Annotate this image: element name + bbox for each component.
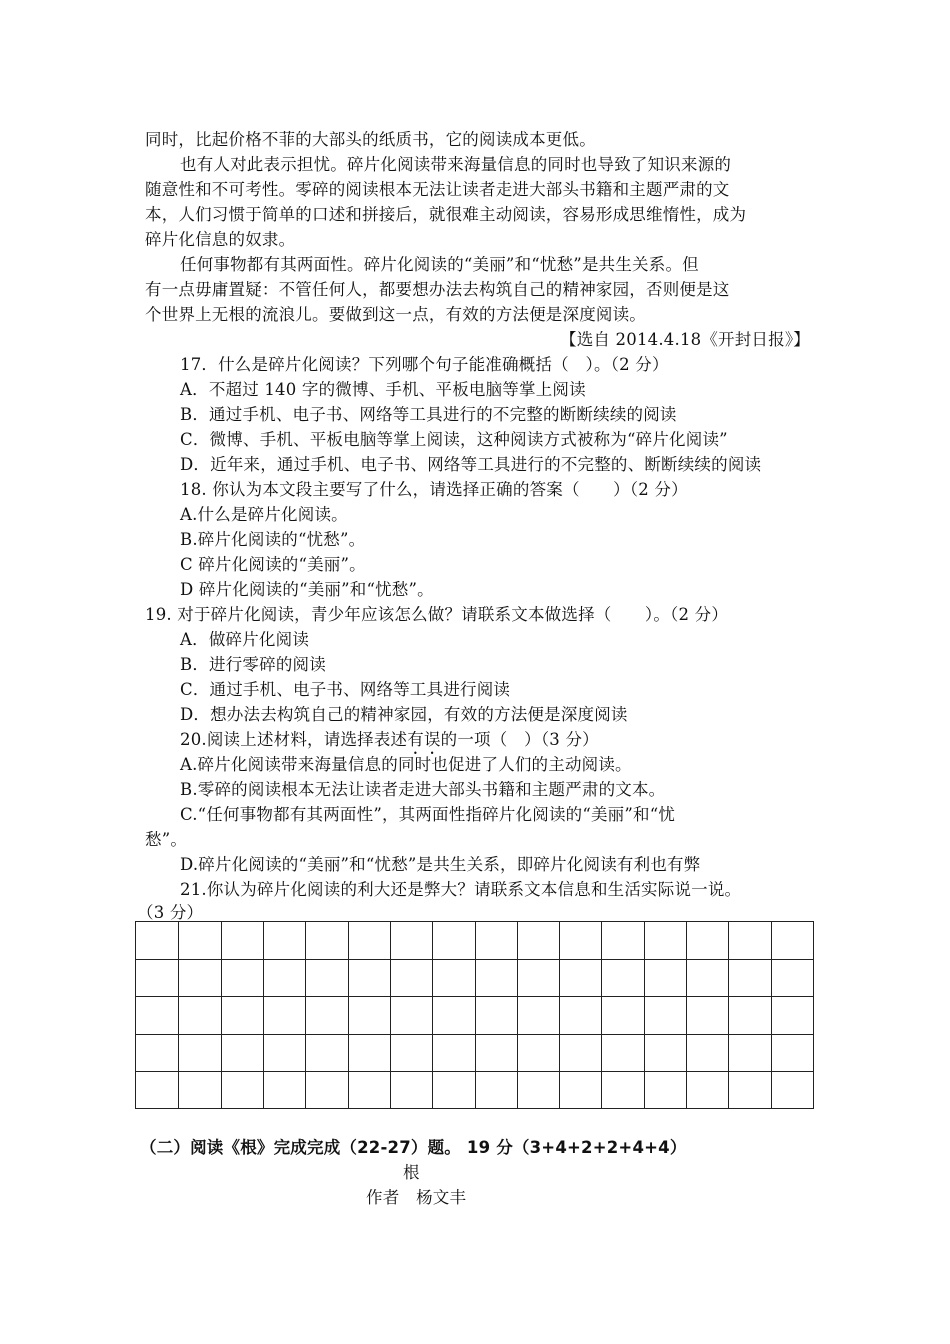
grid-column-line <box>178 922 179 1108</box>
q17-option-d: D．近年来，通过手机、电子书、网络等工具进行的不完整的、断断续续的阅读 <box>180 455 762 474</box>
q19-option-b: B．进行零碎的阅读 <box>180 655 326 674</box>
article-title: 根 <box>403 1163 420 1182</box>
q20-option-a: A.碎片化阅读带来海量信息的同时也促进了人们的主动阅读。 <box>180 755 632 774</box>
grid-column-line <box>305 922 306 1108</box>
grid-column-line <box>263 922 264 1108</box>
q18-option-d: D 碎片化阅读的“美丽”和“忧愁”。 <box>180 580 434 599</box>
passage-line: 任何事物都有其两面性。碎片化阅读的“美丽”和“忧愁”是共生关系。但 <box>180 255 699 274</box>
section2-heading: （二）阅读《根》完成完成（22-27）题。 19 分（3+4+2+2+4+4） <box>140 1138 687 1157</box>
grid-column-line <box>601 922 602 1108</box>
grid-row-line <box>136 1071 813 1072</box>
q20-stem-emphasis: 有误 <box>407 730 441 749</box>
grid-column-line <box>221 922 222 1108</box>
grid-row-line <box>136 959 813 960</box>
grid-column-line <box>686 922 687 1108</box>
grid-column-line <box>771 922 772 1108</box>
passage-line: 随意性和不可考性。零碎的阅读根本无法让读者走进大部头书籍和主题严肃的文 <box>145 180 730 199</box>
q20-option-b: B.零碎的阅读根本无法让读者走进大部头书籍和主题严肃的文本。 <box>180 780 666 799</box>
q18-option-a: A.什么是碎片化阅读。 <box>180 505 348 524</box>
q18-option-b: B.碎片化阅读的“忧愁”。 <box>180 530 366 549</box>
source-citation: 【选自 2014.4.18《开封日报》】 <box>560 330 810 349</box>
q18-option-c: C 碎片化阅读的“美丽”。 <box>180 555 366 574</box>
q17-option-a: A．不超过 140 字的微博、手机、平板电脑等掌上阅读 <box>180 380 586 399</box>
passage-line: 本，人们习惯于简单的口述和拼接后，就很难主动阅读，容易形成思维惰性，成为 <box>145 205 747 224</box>
grid-row-line <box>136 1034 813 1035</box>
q17-option-b: B．通过手机、电子书、网络等工具进行的不完整的断断续续的阅读 <box>180 405 677 424</box>
q20-option-c-cont: 愁”。 <box>145 830 188 849</box>
q21-score: （3 分） <box>137 903 204 922</box>
q18-stem: 18. 你认为本文段主要写了什么，请选择正确的答案（ ）（2 分） <box>180 480 688 499</box>
q19-stem: 19. 对于碎片化阅读，青少年应该怎么做？请联系文本做选择（ ）。（2 分） <box>145 605 729 624</box>
passage-line: 也有人对此表示担忧。碎片化阅读带来海量信息的同时也导致了知识来源的 <box>180 155 732 174</box>
grid-column-line <box>517 922 518 1108</box>
grid-column-line <box>728 922 729 1108</box>
answer-grid[interactable] <box>135 921 814 1109</box>
grid-row-line <box>136 996 813 997</box>
q20-option-d: D.碎片化阅读的“美丽”和“忧愁”是共生关系，即碎片化阅读有利也有弊 <box>180 855 701 874</box>
grid-column-line <box>432 922 433 1108</box>
q19-option-a: A．做碎片化阅读 <box>180 630 310 649</box>
grid-column-line <box>475 922 476 1108</box>
passage-line: 有一点毋庸置疑：不管任何人，都要想办法去构筑自己的精神家园，否则便是这 <box>145 280 730 299</box>
q17-stem: 17．什么是碎片化阅读？下列哪个句子能准确概括（ ）。（2 分） <box>180 355 669 374</box>
q19-option-c: C．通过手机、电子书、网络等工具进行阅读 <box>180 680 511 699</box>
q17-option-c: C．微博、手机、平板电脑等掌上阅读，这种阅读方式被称为“碎片化阅读” <box>180 430 728 449</box>
passage-line: 碎片化信息的奴隶。 <box>145 230 296 249</box>
grid-column-line <box>348 922 349 1108</box>
grid-column-line <box>644 922 645 1108</box>
article-author: 作者 杨文丰 <box>366 1188 467 1207</box>
q19-option-d: D．想办法去构筑自己的精神家园，有效的方法便是深度阅读 <box>180 705 628 724</box>
passage-line: 个世界上无根的流浪儿。要做到这一点，有效的方法便是深度阅读。 <box>145 305 646 324</box>
q20-stem-pre: 20.阅读上述材料，请选择表述 <box>180 730 408 749</box>
q20-stem-post: 的一项（ ）（3 分） <box>440 730 599 749</box>
grid-column-line <box>559 922 560 1108</box>
q21-stem: 21.你认为碎片化阅读的利大还是弊大？请联系文本信息和生活实际说一说。 <box>180 880 742 899</box>
passage-line: 同时，比起价格不菲的大部头的纸质书，它的阅读成本更低。 <box>145 130 596 149</box>
grid-column-line <box>390 922 391 1108</box>
q20-option-c: C.“任何事物都有其两面性”，其两面性指碎片化阅读的“美丽”和“忧 <box>180 805 676 824</box>
